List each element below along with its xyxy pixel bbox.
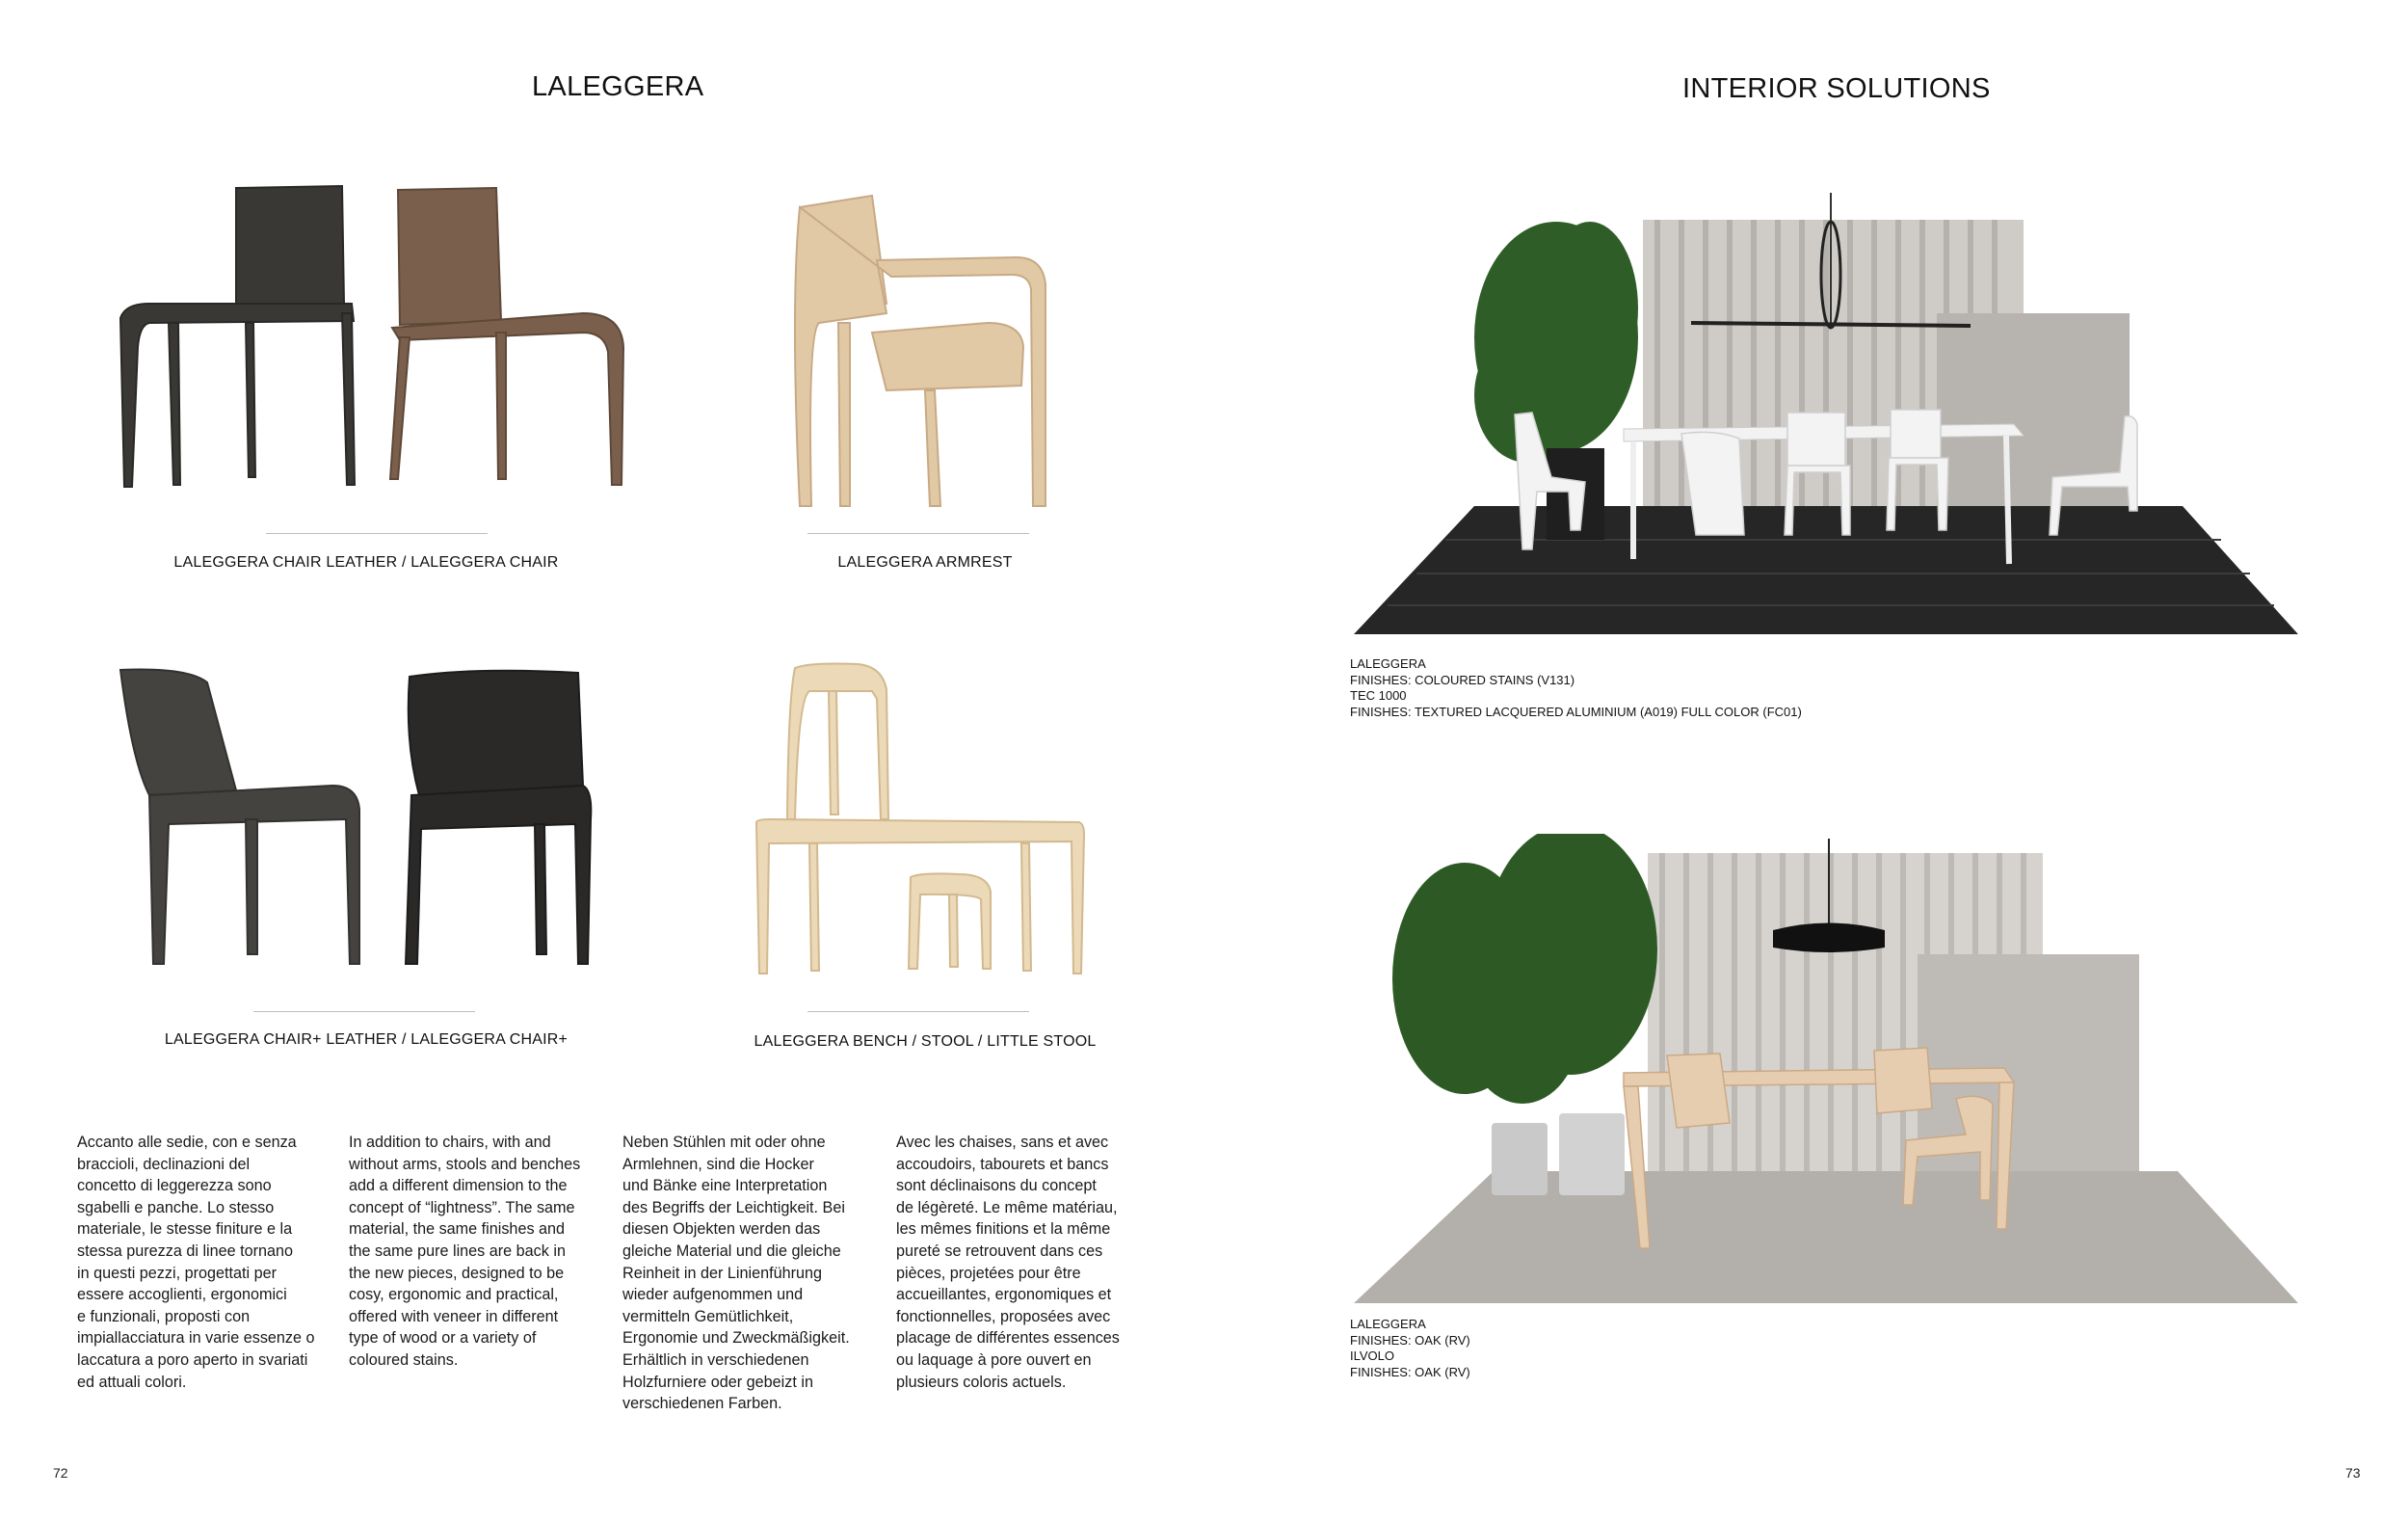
scene-caption-line: FINISHES: COLOURED STAINS (V131) (1350, 672, 1575, 687)
product-caption-armrest: LALEGGERA ARMREST (837, 554, 1013, 571)
laleggera-bench-stool-image (752, 660, 1098, 983)
product-caption-chair: LALEGGERA CHAIR LEATHER / LALEGGERA CHAIR (173, 554, 559, 571)
left-page-title: LALEGGERA (532, 71, 704, 102)
text-column-french: Avec les chaises, sans et avec accoudoirs, tabourets et bancs sont déclinaisons du concept de légèreté. Le même matériau, les mêmes finitions et la même pureté se retrouvent dans ces pièces, projetées pour être accueillantes, ergonomiques et fonctionnelles, proposées avec placage de différentes essences ou laquage à pore ouvert en plusieurs coloris actuels. (896, 1134, 1120, 1391)
scene-caption-line: FINISHES: OAK (RV) (1350, 1364, 1470, 1379)
product-caption-chair-plus: LALEGGERA CHAIR+ LEATHER / LALEGGERA CHAIR+ (164, 1031, 569, 1048)
page-number-left: 72 (53, 1465, 68, 1481)
scene-caption-line: FINISHES: OAK (RV) (1350, 1332, 1470, 1348)
interior-scene-light-image (1349, 834, 2313, 1306)
caption-rule (266, 533, 488, 534)
scene-caption-line: TEC 1000 (1350, 688, 1407, 703)
scene-caption-1 (1350, 656, 1802, 720)
interior-scene-dark-image (1349, 193, 2313, 641)
laleggera-armrest-image (781, 188, 1060, 516)
laleggera-chair-image (111, 178, 641, 501)
scene-caption-2 (1350, 1317, 1470, 1380)
scene-caption-line: ILVOLO (1350, 1348, 1395, 1363)
laleggera-chair-plus-image (111, 665, 612, 974)
scene-caption-line: FINISHES: TEXTURED LACQUERED ALUMINIUM (A019) FULL COLOR (FC01) (1350, 704, 1802, 719)
scene-caption-line: LALEGGERA (1350, 656, 1426, 671)
text-column-english: In addition to chairs, with and without arms, stools and benches add a different dimension to the concept of “lightness”. The same material, the same finishes and the same pure lines are back in the new pieces, designed to be cosy, ergonomic and practical, offered with veneer in different type of wood or a variety of coloured stains. (349, 1134, 581, 1369)
text-column-italian: Accanto alle sedie, con e senza braccioli, declinazioni del concetto di leggerezza sono sgabelli e panche. Lo stesso materiale, le stesse finiture e la stessa purezza di linee tornano in questi pezzi, progettati per essere accoglienti, ergonomici e funzionali, proposti con impiallacciatura in varie essenze o laccatura a poro aperto in svariati ed attuali colori. (77, 1134, 315, 1391)
scene-caption-line: LALEGGERA (1350, 1317, 1426, 1331)
text-column-german: Neben Stühlen mit oder ohne Armlehnen, sind die Hocker und Bänke eine Interpretation des Begriffs der Leichtigkeit. Bei diesen Objekten werden das gleiche Material und die gleiche Reinheit in der Linienführung wieder aufgenommen und vermitteln Gemütlichkeit, Ergonomie und Zweckmäßigkeit. Erhältlich in verschiedenen Holzfurniere oder gebeizt in verschiedenen Farben. (622, 1134, 850, 1413)
caption-rule (253, 1011, 475, 1012)
caption-rule (807, 1011, 1029, 1012)
product-caption-bench: LALEGGERA BENCH / STOOL / LITTLE STOOL (754, 1033, 1097, 1050)
page-number-right: 73 (2345, 1465, 2361, 1481)
caption-rule (807, 533, 1029, 534)
right-page-title: INTERIOR SOLUTIONS (1682, 73, 1991, 104)
